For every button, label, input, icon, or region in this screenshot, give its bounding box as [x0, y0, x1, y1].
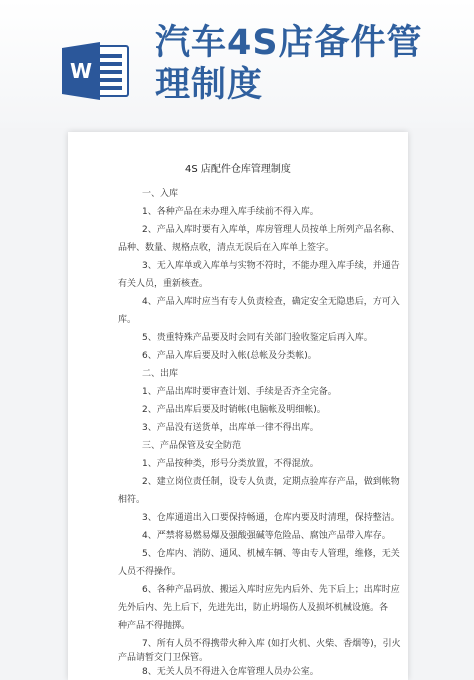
doc-line: 相符。 — [118, 495, 146, 505]
doc-line: 7、所有人员不得携带火种入库 (如打火机、火柴、香烟等)，引火 — [142, 639, 401, 649]
doc-line: 1、产品出库时要审查计划、手续是否齐全完备。 — [142, 387, 337, 397]
doc-line: 1、各种产品在未办理入库手续前不得入库。 — [142, 207, 319, 217]
doc-line: 3、无入库单或入库单与实物不符时，不能办理入库手续，并通告 — [142, 261, 400, 271]
doc-line: 先外后内、先上后下，先进先出，防止坍塌伤人及损坏机械设施。各 — [118, 603, 389, 613]
doc-line: 3、仓库通道出入口要保持畅通，仓库内要及时清理，保持整洁。 — [142, 513, 400, 523]
document-title: 4S 店配件仓库管理制度 — [185, 164, 291, 175]
doc-line: 产品请暂交门卫保管。 — [118, 653, 209, 663]
doc-line: 有关人员，重新核查。 — [118, 279, 209, 289]
doc-line: 5、贵重特殊产品要及时会同有关部门验收鉴定后再入库。 — [142, 333, 373, 343]
doc-line: 3、产品没有送货单，出库单一律不得出库。 — [142, 423, 319, 433]
doc-line: 2、产品入库时要有入库单，库房管理人员按单上所列产品名称、 — [142, 225, 400, 235]
doc-line: 一、入库 — [142, 189, 179, 199]
doc-line: 2、产品出库后要及时销帐(电脑帐及明细帐)。 — [142, 405, 326, 415]
title-line-2: 理制度 — [155, 65, 264, 105]
doc-line: 8、无关人员不得进入仓库管理人员办公室。 — [142, 667, 319, 677]
document-page — [68, 132, 408, 680]
title-line-1: 汽车4S店备件管 — [155, 23, 423, 63]
doc-line: 人员不得操作。 — [118, 567, 182, 577]
page-header — [0, 0, 474, 128]
word-doc-icon — [62, 40, 130, 102]
doc-line: 品种、数量、规格点收，清点无误后在入库单上签字。 — [118, 243, 335, 253]
doc-line: 4、严禁将易燃易爆及强酸强碱等危险品、腐蚀产品带入库存。 — [142, 531, 391, 541]
doc-line: 4、产品入库时应当有专人负责检查，确定安全无隐患后，方可入 — [142, 297, 400, 307]
doc-line: 6、产品入库后要及时入帐(总帐及分类帐)。 — [142, 351, 317, 361]
doc-line: 三、产品保管及安全防范 — [142, 441, 242, 451]
doc-line: 库。 — [118, 315, 137, 325]
doc-line: 6、各种产品码放、搬运入库时应先内后外、先下后上；出库时应 — [142, 585, 400, 595]
doc-line: 二、出库 — [142, 369, 179, 379]
doc-line: 1、产品按种类，形号分类放置，不得混放。 — [142, 459, 319, 469]
doc-line: 5、仓库内、消防、通风、机械车辆、等由专人管理，维修，无关 — [142, 549, 400, 559]
svg-text:W: W — [69, 59, 93, 83]
doc-line: 种产品不得抛掷。 — [118, 621, 191, 631]
page-title — [155, 22, 455, 106]
doc-line: 2、建立岗位责任制，设专人负责，定期点验库存产品，做到帐物 — [142, 477, 400, 487]
